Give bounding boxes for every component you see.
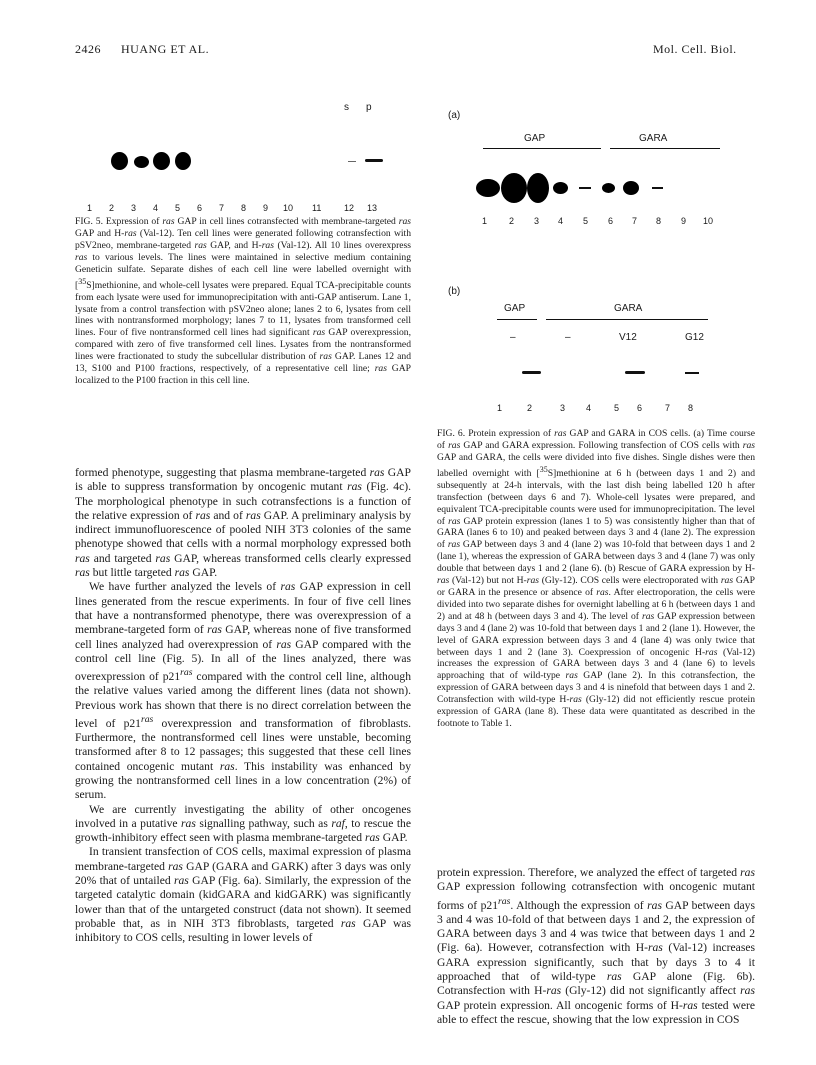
fig6b-lane-number: 7 — [665, 403, 671, 413]
fig5-lane-number: 10 — [283, 203, 294, 213]
page-number: 2426 — [75, 42, 101, 56]
fig5-lane-number: 6 — [197, 203, 203, 213]
fig6b-group-line-gap — [497, 319, 537, 320]
fig5-lane-number: 8 — [241, 203, 247, 213]
fig5-lane-number: 7 — [219, 203, 225, 213]
fig5-band-lane5 — [175, 152, 191, 170]
fig6a-group-gara: GARA — [639, 133, 668, 144]
fig6b-band-lane2 — [522, 371, 541, 374]
fig6a-lane-number: 5 — [583, 216, 589, 226]
fig6a-group-gap: GAP — [524, 133, 546, 144]
fig5-band-lane12 — [348, 161, 356, 162]
fig6a-lane-number: 9 — [681, 216, 687, 226]
fig6b-lane-number: 3 — [560, 403, 566, 413]
fig5-lane-number: 4 — [153, 203, 159, 213]
fig6b-band-lane6 — [625, 371, 645, 374]
fig6b-lane-number: 6 — [637, 403, 643, 413]
fig6b-no-ras-gap: – — [510, 332, 516, 343]
fig6a-gel — [448, 105, 748, 230]
fig6a-band-lane3 — [527, 173, 549, 203]
fig6a-band-lane6 — [602, 183, 615, 193]
body-paragraph: formed phenotype, suggesting that plasma membrane-targeted ras GAP is able to suppress transformation by oncogenic mutant ras (Fig. 4c). The morphological phenotype in such cotransfections is a function of the relative expression of ras and of ras GAP. A preliminary analysis by indirect immunofluorescence of pooled NIH 3T3 colonies of the same phenotype showed that cells with a normal morphology expressed both ras and targeted ras GAP, whereas transformed cells clearly expressed ras but little targeted ras GAP. — [75, 466, 411, 580]
running-authors: HUANG ET AL. — [121, 42, 210, 56]
fig5-band-lane13 — [365, 159, 383, 162]
fig5-lane-number: 9 — [263, 203, 269, 213]
fig6b-lane-number: 1 — [497, 403, 503, 413]
fig5-label-s: s — [344, 102, 349, 113]
body-paragraph: We have further analyzed the levels of ras GAP expression in cell lines generated from the rescue experiments. In four of five cell lines that have a nontransformed phenotype, there was overexpression of a membrane-targeted form of ras GAP, whereas none of five transformed cell lines analyzed had overexpression of ras GAP compared with the control cell line (Fig. 5). In all of the lines analyzed, there was overexpression of $p21^{ras}$ compared with the control cell line, although the relative values varied among the different lines (data not shown). Previous work has shown that there is no direct correlation between the level of $p21^{ras}$ overexpression and transformation of fibroblasts. Furthermore, the nontransformed cell lines were unstable, becoming transformed after 8 to 12 passages; this suggested that these cell lines contained oncogenic mutant ras. This instability was enhanced by growing the nontransformed cell lines in a low concentration (2%) of serum. — [75, 580, 412, 802]
fig6a-lane-number: 8 — [656, 216, 662, 226]
fig6b-label-g12: G12 — [685, 332, 704, 343]
fig6a-lane-number: 7 — [632, 216, 638, 226]
fig5-label-p: p — [366, 102, 372, 113]
fig5-lane-number: 13 — [367, 203, 378, 213]
fig6b-no-ras-gara: – — [565, 332, 571, 343]
fig6b-lane-number: 8 — [688, 403, 694, 413]
fig6a-band-lane5 — [579, 187, 591, 189]
fig5-band-lane3 — [134, 156, 149, 168]
fig6a-band-lane8 — [652, 187, 663, 189]
fig6b-lane-number: 4 — [586, 403, 592, 413]
fig6a-lane-number: 3 — [534, 216, 540, 226]
fig5-band-lane2 — [111, 152, 128, 170]
fig6b-group-gara: GARA — [614, 303, 643, 314]
fig6b-group-gap: GAP — [504, 303, 526, 314]
fig6a-lane-number: 10 — [703, 216, 714, 226]
fig6a-group-line-gara — [610, 148, 720, 149]
left-column-body — [75, 466, 411, 946]
fig6a-panel-label: (a) — [448, 110, 461, 121]
right-column-body: protein expression. Therefore, we analyzed the effect of targeted ras GAP expression following cotransfection with oncogenic mutant forms of $p21^{ras}$. Although the expression of ras GAP between days 3 and 4 was 10-fold of that between days 1 and 2, the expression of GARA between days 3 and 4 was twice that between days 1 and 2 (Fig. 6a). However, cotransfection with H-ras (Val-12) increases GARA expression significantly, such that by days 3 to 4 it approached that of wild-type ras GAP alone (Fig. 6b). Cotransfection with H-ras (Gly-12) did not significantly affect ras GAP protein expression. All oncogenic forms of H-ras tested were able to effect the rescue, showing that the low expression in COS — [437, 866, 755, 1026]
journal-name: Mol. Cell. Biol. — [653, 42, 737, 56]
fig6b-group-line-gara — [546, 319, 708, 320]
fig5-caption: FIG. 5. Expression of ras GAP in cell lines cotransfected with membrane-targeted ras GAP and H-ras (Val-12). Ten cell lines were generated following cotransfection with pSV2neo, membrane-targeted ras GAP, and H-ras (Val-12). All 10 lines overexpress ras to various levels. The lines were maintained in selective medium containing Geneticin sulfate. Separate dishes of each cell line were labelled overnight with [$^{35}$S]methionine, and whole-cell lysates were prepared. Equal TCA-precipitable counts from each lysate were used for immunoprecipitation with anti-GAP antiserum. Lane 1, lysate from a control transfection with pSV2neo alone; lanes 2 to 6, lysates from cell lines with nontransformed morphology; lanes 7 to 11, lysates from transformed cell lines. Four of five nontransformed cell lines had significant ras GAP overexpression, compared with zero of five transformed cell lines. Lysates from the nontransformed lines were fractionated to study the subcellular distribution of ras GAP. Lanes 12 and 13, S100 and P100 fractions, respectively, of a representative cell line; ras GAP localized to the P100 fraction in this cell line. — [75, 216, 412, 386]
fig6b-lane-number: 5 — [614, 403, 620, 413]
fig6b-label-v12: V12 — [619, 332, 637, 343]
fig6a-band-lane7 — [623, 181, 639, 195]
fig5-lane-number: 2 — [109, 203, 115, 213]
fig6a-band-lane1 — [476, 179, 500, 197]
fig6a-band-lane4 — [553, 182, 568, 194]
body-paragraph: We are currently investigating the ability of other oncogenes involved in a putative ras signalling pathway, such as raf, to rescue the growth-inhibitory effect seen with plasma membrane-targeted ras GAP. — [75, 802, 411, 845]
fig5-lane-number: 3 — [131, 203, 137, 213]
fig6a-group-line-gap — [483, 148, 601, 149]
fig5-lane-number: 5 — [175, 203, 181, 213]
fig5-lane-number: 1 — [87, 203, 93, 213]
fig6a-lane-number: 4 — [558, 216, 564, 226]
fig5-lane-number: 11 — [312, 203, 322, 213]
fig6b-band-lane8 — [685, 372, 699, 374]
fig6b-panel-label: (b) — [448, 286, 461, 297]
fig6a-band-lane2 — [501, 173, 527, 203]
fig6b-lane-number: 2 — [527, 403, 533, 413]
fig6-caption: FIG. 6. Protein expression of ras GAP and GARA in COS cells. (a) Time course of ras GAP and GARA expression. Following transfection of COS cells with ras GAP and GARA, the cells were divided into five dishes. Single dishes were then labelled overnight with [$^{35}$S]methionine at 6 h (between days 1 and 2) and subsequently at 24-h intervals, with the last dish being labelled 120 h after transfection (between days 6 and 7). Whole-cell lysates were prepared, and equivalent TCA-precipitable counts were used for immunoprecipitation. The level of ras GAP protein expression (lanes 1 to 5) was consistently higher than that of GARA (lanes 6 to 10) and peaked between days 3 and 4 (lane 2). The expression of ras GAP between days 3 and 4 (lane 2) was 10-fold that between days 1 and 2 (lane 1), whereas the expression of GARA between days 3 and 4 (lane 7) was only double that between days 1 and 2 (lane 6). (b) Rescue of GARA expression by H-ras (Val-12) but not H-ras (Gly-12). COS cells were electroporated with ras GAP or GARA in the presence or absence of ras. After electroporation, the cells were divided into two separate dishes for overnight labelling at 6 h (between days 1 and 2) and at 48 h (between days 3 and 4). The level of ras GAP expression between days 3 and 4 (lane 2) was 10-fold that between days 1 and 2 (lane 1). However, the level of GARA expression between days 3 and 4 (lane 4) was only twice that between days 1 and 2 (lane 3). Coexpression of oncogenic H-ras (Val-12) increases the expression of GARA between days 3 and 4 (lane 6) to levels approaching that of wild-type ras GAP (lane 2). In this cotransfection, the expression of GARA between days 3 and 4 is ninefold that between days 1 and 2. Cotransfection with wild-type H-ras (Gly-12) did not efficiently rescue protein expression of GARA (lane 8). These data were quantitated as described in the footnote to Table 1. — [437, 428, 756, 729]
fig5-band-lane4 — [153, 152, 170, 170]
body-paragraph: In transient transfection of COS cells, maximal expression of plasma membrane-targeted ras GAP (GARA and GARK) after 3 days was only 20% that of untailed ras GAP (Fig. 6a). Similarly, the expression of the targeted catalytic domain (kidGARA and kidGARK) was significantly lower than that of the untargeted construct (data not shown). It seemed probable that, as in NIH 3T3 fibroblasts, targeted ras GAP was inhibitory to COS cells, resulting in lower levels of — [75, 845, 412, 945]
fig5-gel — [80, 100, 400, 213]
fig6a-lane-number: 6 — [608, 216, 614, 226]
fig6a-lane-number: 1 — [482, 216, 488, 226]
fig6a-lane-number: 2 — [509, 216, 515, 226]
fig5-lane-number: 12 — [344, 203, 355, 213]
fig6b-gel — [448, 286, 748, 411]
